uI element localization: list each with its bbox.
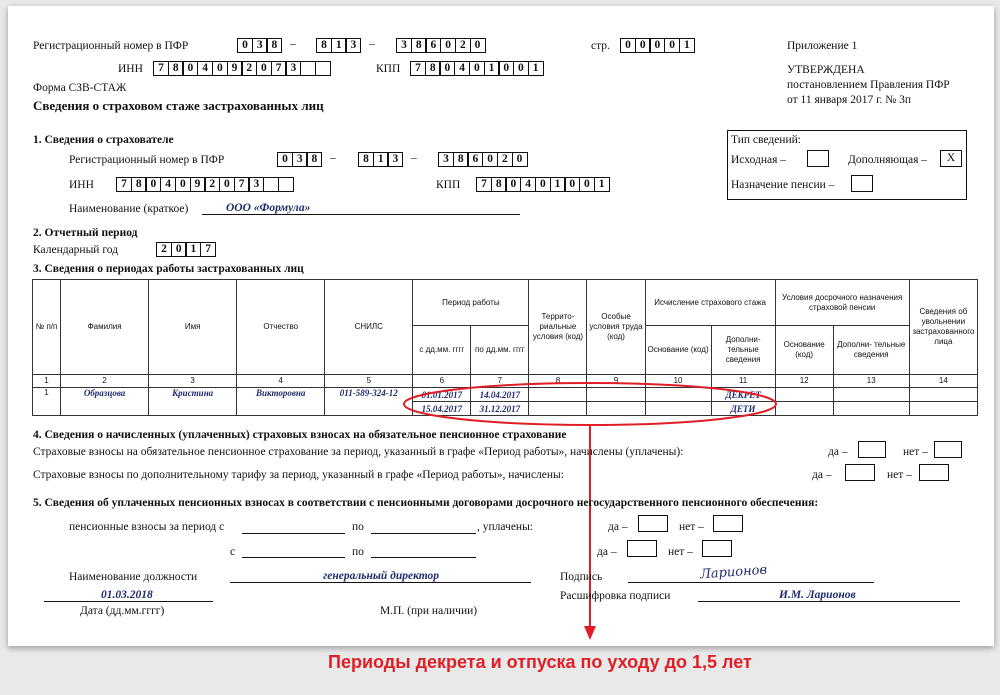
s4-line-2: Страховые взносы по дополнительному тарифу за период, указанный в графе «Период работы», начислены: [33, 469, 564, 481]
header-extra: Дополни- тельные сведения [711, 326, 775, 375]
s4-no-label: нет – [887, 469, 912, 481]
supplement-label: Дополняющая – [848, 154, 927, 166]
digit-cell: 3 [292, 152, 308, 167]
header-dismiss: Сведения об увольнении застрахованного лица [909, 280, 977, 375]
to-label: по [352, 546, 364, 558]
digit-cell: 8 [425, 61, 441, 76]
digit-cell: 0 [237, 38, 253, 53]
digit-cell: 8 [306, 152, 322, 167]
digit-cell: 0 [219, 177, 235, 192]
s1-kpp-label: КПП [436, 179, 461, 191]
cell-surname: Образцова [61, 388, 149, 416]
digit-cell: 1 [484, 61, 500, 76]
digit-cell: 0 [171, 242, 187, 257]
signature-label: Подпись [560, 571, 603, 583]
s4-yes-checkbox-1[interactable] [858, 441, 886, 458]
digit-cell: 6 [425, 38, 441, 53]
dash: – [330, 152, 336, 164]
col-num: 14 [909, 375, 977, 388]
col-num: 3 [149, 375, 237, 388]
digit-cell: 4 [454, 61, 470, 76]
page-title: Сведения о страховом стаже застрахованных лиц [33, 98, 324, 113]
initial-label: Исходная – [731, 154, 787, 166]
digit-cell: 7 [271, 61, 287, 76]
digit-cell: 2 [156, 242, 172, 257]
digit-cell: 7 [116, 177, 132, 192]
header-period: Период работы [413, 280, 529, 326]
cell-name: Кристина [149, 388, 237, 416]
digit-cell: 0 [512, 152, 528, 167]
digit-cell: 3 [285, 61, 301, 76]
form-name: Форма СЗВ-СТАЖ [33, 82, 127, 94]
decode-value: И.М. Ларионов [779, 589, 856, 601]
digit-cell: 0 [505, 177, 521, 192]
digit-cell: 3 [396, 38, 412, 53]
contrib-from-field[interactable] [242, 533, 345, 534]
col-num: 10 [645, 375, 711, 388]
digit-cell: 4 [160, 177, 176, 192]
cell-extra: ДЕТИ [711, 402, 775, 416]
col-num: 13 [833, 375, 909, 388]
s4-line-1: Страховые взносы на обязательное пенсионное страхование за период, указанный в графе «Период работы», начислены (уплачены): [33, 446, 684, 458]
digit-cell: 1 [373, 152, 389, 167]
decode-label: Расшифровка подписи [560, 590, 671, 602]
digit-cell: 3 [248, 177, 264, 192]
annotation-caption: Периоды декрета и отпуска по уходу до 1,5 лет [328, 652, 752, 672]
col-num: 5 [325, 375, 413, 388]
highlight-ellipse [404, 383, 776, 425]
s1-reg-number-label: Регистрационный номер в ПФР [69, 154, 225, 166]
row-num: 1 [33, 388, 61, 416]
decode-line [698, 601, 960, 602]
inn-label: ИНН [118, 63, 143, 75]
s4-yes-label: да – [812, 469, 832, 481]
info-type-title: Тип сведений: [731, 134, 801, 146]
digit-cell: 6 [467, 152, 483, 167]
col-num: 11 [711, 375, 775, 388]
header-special: Особые условия труда (код) [587, 280, 645, 375]
cell-to: 31.12.2017 [471, 402, 529, 416]
digit-cell: 0 [482, 152, 498, 167]
digit-cell: 4 [520, 177, 536, 192]
short-name-label: Наименование (краткое) [69, 203, 189, 215]
section-4-title: 4. Сведения о начисленных (уплаченных) страховых взносах на обязательное пенсионное страхование [33, 429, 567, 441]
position-value: генеральный директор [323, 570, 440, 582]
contrib-from-field-2[interactable] [242, 557, 345, 558]
col-num: 12 [775, 375, 833, 388]
section-5-title: 5. Сведения об уплаченных пенсионных взносах в соответствии с пенсионными договорами досрочного негосударственного пенсионного обеспечения: [33, 497, 819, 509]
contrib-period-label: пенсионные взносы за период с [69, 521, 225, 533]
annotation-arrow-head [584, 626, 596, 640]
digit-cell: 1 [528, 61, 544, 76]
s4-no-checkbox-1[interactable] [934, 441, 962, 458]
dash: – [369, 38, 375, 50]
signature-line [628, 582, 874, 583]
date-value: 01.03.2018 [101, 589, 153, 601]
header-from: с дд.мм. гггг [413, 326, 471, 375]
digit-cell: 0 [513, 61, 529, 76]
digit-cell: 0 [277, 152, 293, 167]
digit-cell: 7 [410, 61, 426, 76]
digit-cell: 1 [679, 38, 695, 53]
s5-no-label: нет – [679, 521, 704, 533]
col-num: 7 [471, 375, 529, 388]
col-num: 6 [413, 375, 471, 388]
digit-cell: 8 [491, 177, 507, 192]
approved-label: УТВЕРЖДЕНА [787, 64, 865, 76]
col-num: 4 [237, 375, 325, 388]
digit-cell: 0 [175, 177, 191, 192]
approved-line-2: постановлением Правления ПФР [787, 79, 950, 91]
digit-cell: 0 [439, 61, 455, 76]
digit-cell: 3 [387, 152, 403, 167]
digit-cell: 0 [145, 177, 161, 192]
digit-cell: 0 [498, 61, 514, 76]
digit-cell: 3 [345, 38, 361, 53]
cell-from: 15.04.2017 [413, 402, 471, 416]
digit-cell: 0 [470, 38, 486, 53]
col-num: 8 [529, 375, 587, 388]
digit-cell: 8 [358, 152, 374, 167]
s5-no-checkbox-1[interactable] [713, 515, 743, 532]
digit-cell: 9 [190, 177, 206, 192]
header-surname: Фамилия [61, 280, 149, 375]
digit-cell: 0 [579, 177, 595, 192]
digit-cell: 7 [234, 177, 250, 192]
header-early: Условия досрочного назначения страховой пенсии [775, 280, 909, 326]
signature-handwriting: Ларионов [699, 562, 768, 583]
supplement-checkbox[interactable]: X [940, 150, 962, 167]
section-2-title: 2. Отчетный период [33, 227, 138, 239]
page-label: стр. [591, 40, 610, 52]
digit-cell: 8 [316, 38, 332, 53]
dash: – [290, 38, 296, 50]
digit-cell: 3 [438, 152, 454, 167]
digit-cell: 0 [535, 177, 551, 192]
s5-yes-label: да – [597, 546, 617, 558]
cell-from: 01.01.2017 [413, 388, 471, 402]
digit-cell: 0 [256, 61, 272, 76]
paid-label: , уплачены: [477, 521, 534, 533]
short-name-value: ООО «Формула» [226, 202, 311, 214]
digit-cell: 8 [411, 38, 427, 53]
year-label: Календарный год [33, 244, 119, 256]
digit-cell: 7 [200, 242, 216, 257]
digit-cell: 7 [153, 61, 169, 76]
kpp-label: КПП [376, 63, 401, 75]
digit-cell: 0 [212, 61, 228, 76]
digit-cell: 8 [168, 61, 184, 76]
digit-cell: 0 [664, 38, 680, 53]
header-calc: Исчисление страхового стажа [645, 280, 775, 326]
digit-cell: 0 [440, 38, 456, 53]
digit-cell: 0 [635, 38, 651, 53]
s4-yes-checkbox-2[interactable] [845, 464, 875, 481]
digit-cell: 0 [620, 38, 636, 53]
reg-number-label: Регистрационный номер в ПФР [33, 40, 189, 52]
digit-cell: 0 [649, 38, 665, 53]
col-num: 9 [587, 375, 645, 388]
header-snils: СНИЛС [325, 280, 413, 375]
contrib-to-field[interactable] [371, 533, 476, 534]
header-patronymic: Отчество [237, 280, 325, 375]
date-line [44, 601, 213, 602]
date-label: Дата (дд.мм.гггг) [80, 605, 165, 617]
digit-cell: 1 [594, 177, 610, 192]
s5-no-checkbox-2[interactable] [702, 540, 732, 557]
digit-cell: 2 [455, 38, 471, 53]
from-label: с [230, 546, 236, 558]
digit-cell: 2 [204, 177, 220, 192]
dash: – [411, 152, 417, 164]
contrib-to-field-2[interactable] [371, 557, 476, 558]
s4-yes-label: да – [828, 446, 848, 458]
digit-cell: 0 [564, 177, 580, 192]
position-label: Наименование должности [69, 571, 198, 583]
digit-cell: 2 [241, 61, 257, 76]
to-label: по [352, 521, 364, 533]
header-basis: Основание (код) [645, 326, 711, 375]
digit-cell: 1 [331, 38, 347, 53]
section-3-title: 3. Сведения о периодах работы застрахованных лиц [33, 263, 304, 275]
s5-yes-checkbox-1[interactable] [638, 515, 668, 532]
header-basis-2: Основание (код) [775, 326, 833, 375]
header-extra-2: Дополни- тельные сведения [833, 326, 909, 375]
digit-cell: 4 [197, 61, 213, 76]
header-num: № п/п [33, 280, 61, 375]
s5-yes-label: да – [608, 521, 628, 533]
header-to: по дд.мм. гггг [471, 326, 529, 375]
cell-extra: ДЕКРЕТ [711, 388, 775, 402]
cell-to: 14.04.2017 [471, 388, 529, 402]
appendix-label: Приложение 1 [787, 40, 858, 52]
s1-inn-label: ИНН [69, 179, 94, 191]
digit-cell: 8 [453, 152, 469, 167]
digit-cell: 3 [252, 38, 268, 53]
s4-no-checkbox-2[interactable] [919, 464, 949, 481]
cell-snils: 011-589-324-12 [325, 388, 413, 416]
section-1-title: 1. Сведения о страхователе [33, 134, 174, 146]
s5-no-label: нет – [668, 546, 693, 558]
header-territory: Террито- риальные условия (код) [529, 280, 587, 375]
stamp-label: М.П. (при наличии) [380, 605, 478, 617]
digit-cell: 1 [550, 177, 566, 192]
digit-cell: 7 [476, 177, 492, 192]
s5-yes-checkbox-2[interactable] [627, 540, 657, 557]
col-num: 2 [61, 375, 149, 388]
s4-no-label: нет – [903, 446, 928, 458]
approved-line-3: от 11 января 2017 г. № 3п [787, 94, 911, 106]
pension-label: Назначение пенсии – [731, 179, 835, 191]
digit-cell: 2 [497, 152, 513, 167]
digit-cell: 8 [266, 38, 282, 53]
digit-cell: 8 [131, 177, 147, 192]
digit-cell: 1 [185, 242, 201, 257]
col-num: 1 [33, 375, 61, 388]
digit-cell: 0 [182, 61, 198, 76]
digit-cell: 9 [227, 61, 243, 76]
position-line [230, 582, 531, 583]
header-name: Имя [149, 280, 237, 375]
cell-patronymic: Викторовна [237, 388, 325, 416]
digit-cell: 0 [469, 61, 485, 76]
